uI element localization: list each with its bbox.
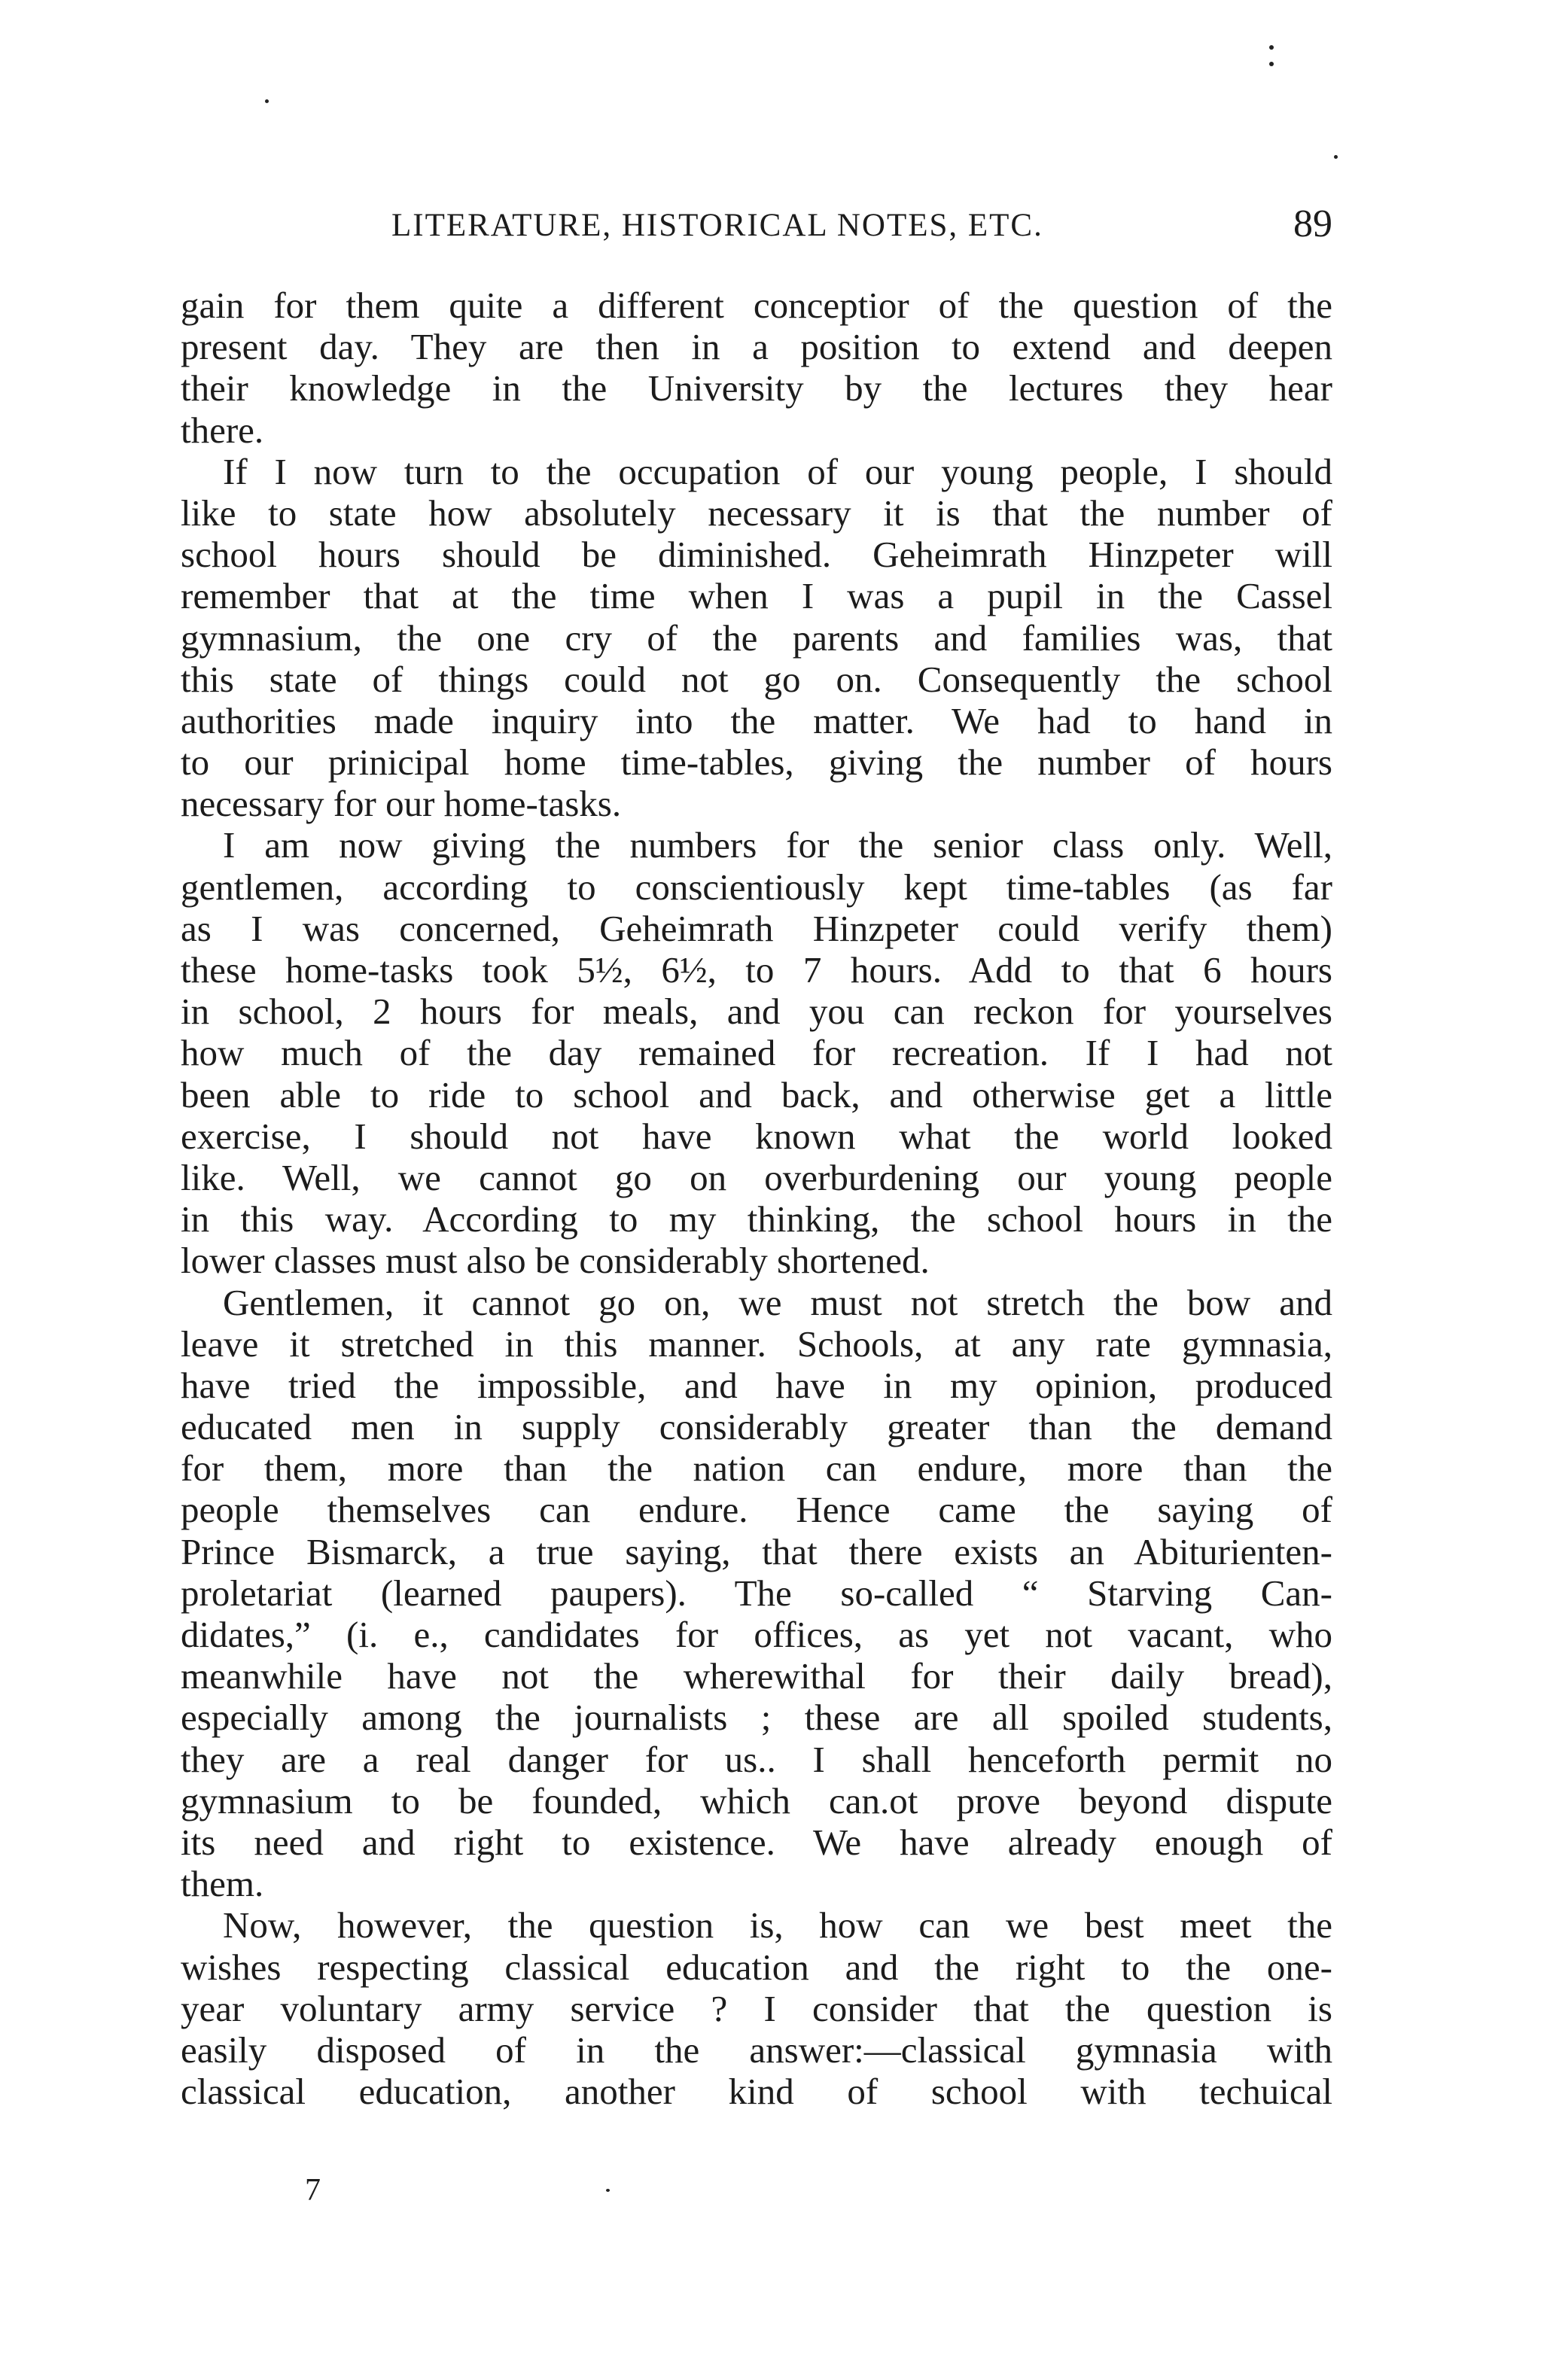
text-line: to our prinicipal home time-tables, giving the number of hours (181, 741, 1332, 784)
text-line: gymnasium, the one cry of the parents and families was, that (181, 616, 1332, 659)
text-line: school hours should be diminished. Geheimrath Hinzpeter will (181, 534, 1332, 576)
text-line: proletariat (learned paupers). The so-called “ Starving Can- (181, 1572, 1332, 1614)
text-line: been able to ride to school and back, and otherwise get a little (181, 1073, 1332, 1115)
text-line: especially among the journalists ; these are all spoiled students, (181, 1697, 1332, 1739)
text-line: in school, 2 hours for meals, and you can reckon for yourselves (181, 991, 1332, 1033)
text-line: these home-tasks took 5½, 6½, to 7 hours. Add to that 6 hours (181, 949, 1332, 991)
text-line: in this way. According to my thinking, the school hours in the (181, 1198, 1332, 1240)
text-line: remember that at the time when I was a pupil in the Cassel (181, 575, 1332, 617)
text-line: didates,” (i. e., candidates for offices, as yet not vacant, who (181, 1614, 1332, 1655)
text-line: easily disposed of in the answer:—classical gymnasia with (181, 2028, 1332, 2071)
body-text (181, 285, 1332, 2112)
text-line: there. (181, 409, 264, 451)
ink-speck (1334, 155, 1338, 159)
ink-speck (265, 99, 269, 103)
text-line: necessary for our home-tasks. (181, 783, 622, 825)
text-line: classical education, another kind of school with techuical (181, 2071, 1332, 2113)
ink-speck (606, 2189, 610, 2192)
text-line: gymnasium to be founded, which can.ot prove beyond dispute (181, 1779, 1332, 1822)
text-line: their knowledge in the University by the lectures they hear (181, 367, 1332, 409)
ink-speck (1269, 45, 1274, 50)
text-line: gentlemen, according to conscientiously kept time-tables (as far (181, 866, 1332, 908)
text-line: this state of things could not go on. Consequently the school (181, 658, 1332, 700)
text-line: gain for them quite a different conceptior of the question of the (181, 285, 1332, 326)
text-line: its need and right to existence. We have already enough of (181, 1821, 1332, 1863)
text-line: how much of the day remained for recreation. If I had not (181, 1032, 1332, 1074)
text-line: like to state how absolutely necessary it is that the number of (181, 492, 1332, 534)
text-line: lower classes must also be considerably shortened. (181, 1240, 930, 1282)
text-line: for them, more than the nation can endure, more than the (181, 1447, 1332, 1490)
text-line: they are a real danger for us.. I shall henceforth permit no (181, 1738, 1332, 1780)
text-line: If I now turn to the occupation of our young people, I should (223, 450, 1332, 492)
text-line: authorities made inquiry into the matter. We had to hand in (181, 699, 1332, 741)
page-number: 89 (1293, 202, 1332, 245)
text-line: people themselves can endure. Hence came the saying of (181, 1489, 1332, 1531)
signature-mark: 7 (305, 2173, 321, 2208)
text-line: Gentlemen, it cannot go on, we must not stretch the bow and (223, 1281, 1332, 1323)
running-title: LITERATURE, HISTORICAL NOTES, ETC. (391, 208, 1043, 243)
text-line: meanwhile have not the wherewithal for their daily bread), (181, 1655, 1332, 1697)
running-head (181, 202, 1332, 254)
text-line: educated men in supply considerably greater than the demand (181, 1406, 1332, 1448)
text-line: present day. They are then in a position to extend and deepen (181, 326, 1332, 368)
text-line: Now, however, the question is, how can we best meet the (223, 1904, 1332, 1946)
text-line: Prince Bismarck, a true saying, that there exists an Abiturienten- (181, 1530, 1332, 1572)
text-line: like. Well, we cannot go on overburdening our young people (181, 1156, 1332, 1198)
ink-speck (1269, 62, 1274, 66)
text-line: exercise, I should not have known what the world looked (181, 1115, 1332, 1157)
text-line: I am now giving the numbers for the senior class only. Well, (223, 824, 1332, 866)
text-line: have tried the impossible, and have in my opinion, produced (181, 1364, 1332, 1406)
text-line: wishes respecting classical education and the right to the one- (181, 1946, 1332, 1988)
text-line: year voluntary army service ? I consider that the question is (181, 1987, 1332, 2029)
text-line: leave it stretched in this manner. Schools, at any rate gymnasia, (181, 1322, 1332, 1365)
text-line: them. (181, 1863, 264, 1905)
text-line: as I was concerned, Geheimrath Hinzpeter could verify them) (181, 907, 1332, 949)
